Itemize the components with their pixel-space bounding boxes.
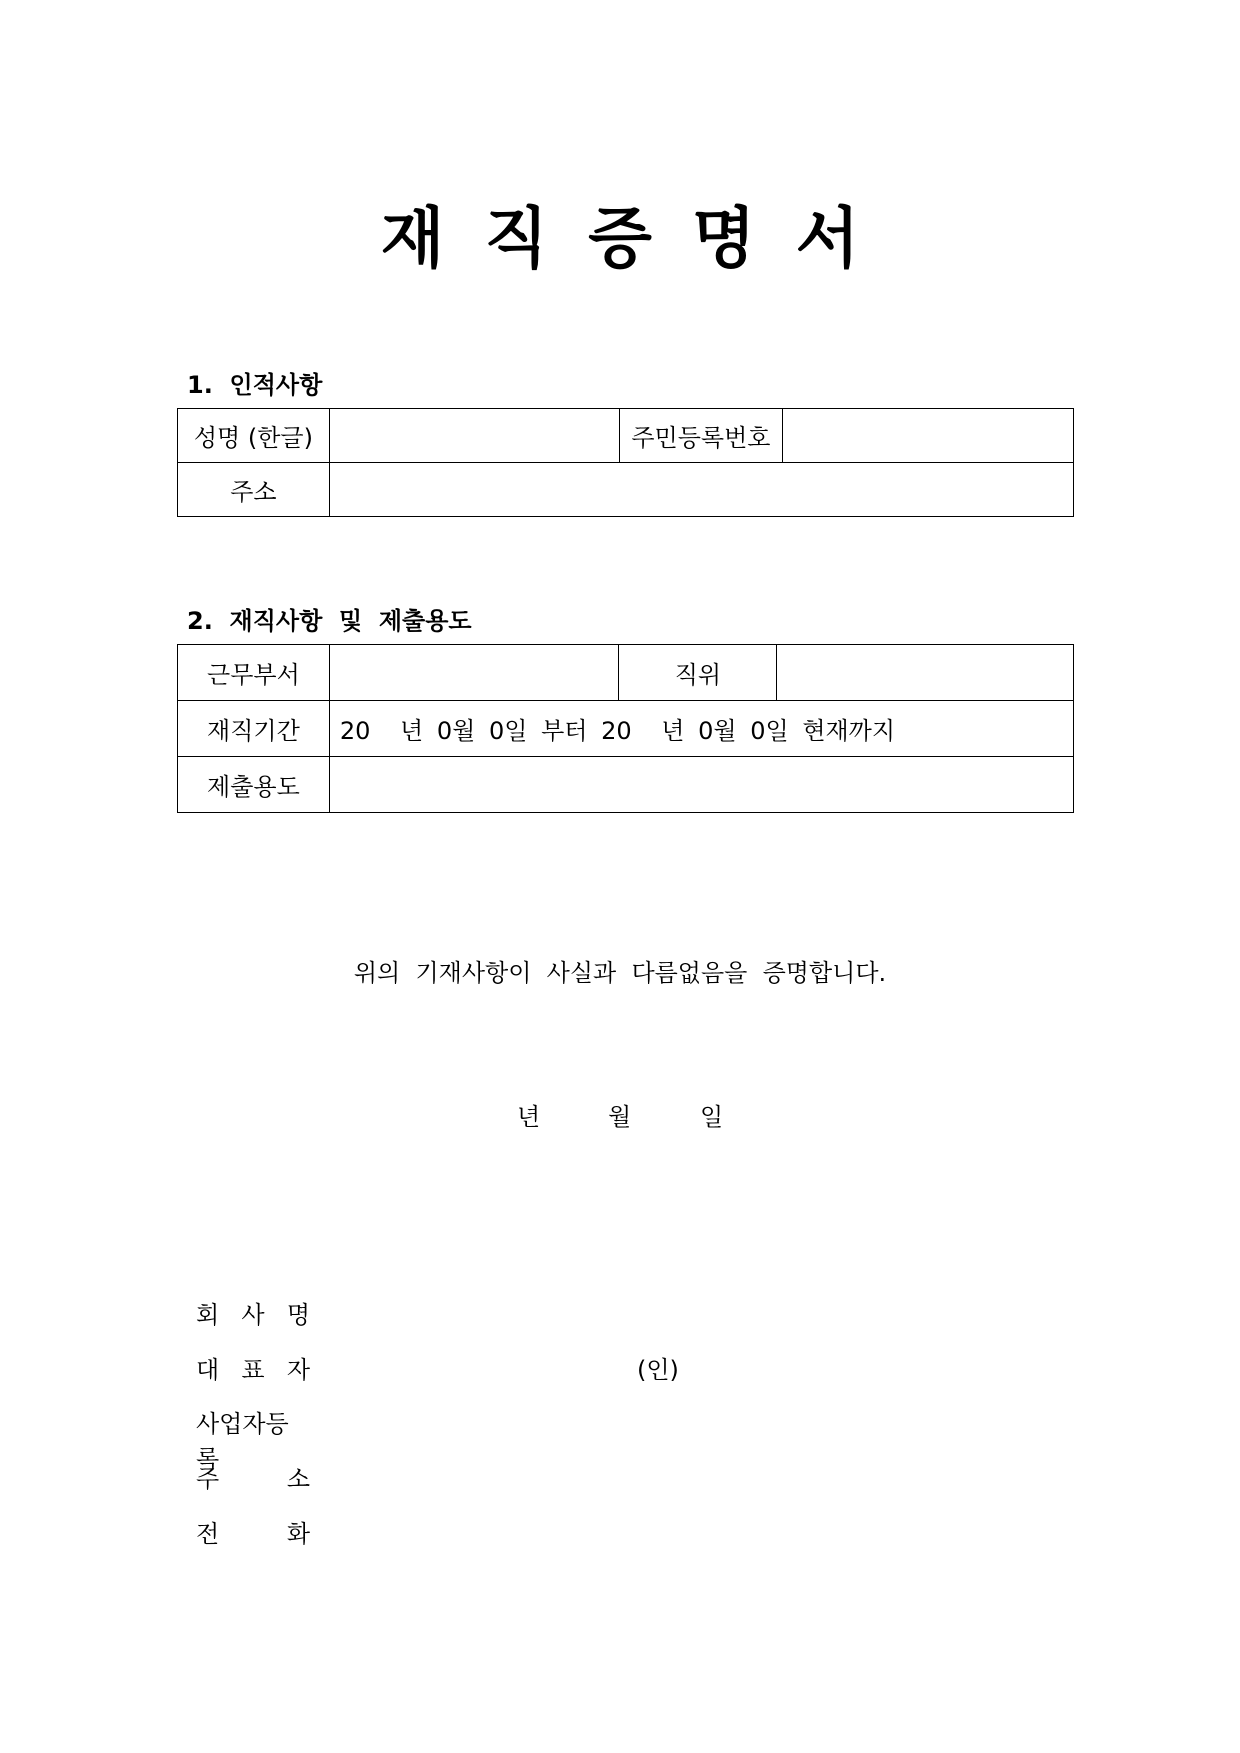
section-heading-employment: 2. 재직사항 및 제출용도 [187, 607, 472, 635]
department-field[interactable] [329, 645, 619, 701]
table-row [178, 409, 1074, 463]
name-field[interactable] [329, 409, 619, 463]
period-to-month: 0월 [698, 717, 737, 745]
period-to-word: 현재까지 [802, 717, 896, 745]
label-text: 사업자등록 [196, 1410, 289, 1473]
period-from-year-unit: 년 [400, 717, 424, 745]
period-to-year: 20 [601, 717, 632, 745]
period-from-month: 0월 [436, 717, 476, 745]
phone-label [196, 1514, 310, 1549]
table-row [178, 645, 1074, 701]
position-field[interactable] [777, 645, 1074, 701]
document-title [0, 185, 1240, 280]
resident-number-field[interactable] [783, 409, 1074, 463]
employment-period-field[interactable] [329, 701, 1073, 757]
label-char: 자 [286, 1356, 310, 1384]
label-char: 사 [241, 1301, 265, 1329]
table-row [178, 757, 1074, 813]
title-char: 명 [691, 200, 756, 277]
address-label: 주소 [178, 463, 330, 517]
title-char: 재 [380, 200, 445, 277]
section-heading-personal-info: 1. 인적사항 [187, 371, 323, 399]
name-label: 성명 (한글) [178, 409, 330, 463]
date-year: 년 [517, 1103, 541, 1131]
purpose-label: 제출용도 [178, 757, 330, 813]
purpose-field[interactable] [329, 757, 1073, 813]
company-address-label [196, 1459, 310, 1494]
label-char: 화 [286, 1520, 310, 1548]
seal-mark: (인) [637, 1356, 679, 1384]
period-from-day: 0일 [488, 717, 528, 745]
personal-info-table [177, 408, 1074, 517]
period-to-day: 0일 [750, 717, 789, 745]
resident-number-label: 주민등록번호 [619, 409, 783, 463]
company-name-label [196, 1295, 310, 1330]
department-label: 근무부서 [178, 645, 330, 701]
label-char: 표 [241, 1356, 265, 1384]
date-month: 월 [608, 1103, 632, 1131]
employment-period-label: 재직기간 [178, 701, 330, 757]
certification-statement: 위의 기재사항이 사실과 다름없음을 증명합니다. [353, 959, 887, 987]
period-to-year-unit: 년 [661, 717, 685, 745]
label-char: 회 [196, 1301, 220, 1329]
label-char: 소 [286, 1465, 310, 1493]
title-char: 직 [484, 200, 549, 277]
period-from-word: 부터 [541, 717, 588, 745]
label-char: 전 [196, 1520, 220, 1548]
label-char: 명 [286, 1301, 310, 1329]
address-field[interactable] [329, 463, 1073, 517]
table-row [178, 701, 1074, 757]
title-char: 서 [795, 200, 860, 277]
position-label: 직위 [619, 645, 777, 701]
employment-table [177, 644, 1074, 813]
table-row [178, 463, 1074, 517]
representative-label [196, 1350, 310, 1385]
date-day: 일 [700, 1103, 724, 1131]
label-char: 주 [196, 1465, 220, 1493]
period-from-year: 20 [339, 717, 371, 745]
label-char: 대 [196, 1356, 220, 1384]
title-char: 증 [588, 200, 652, 277]
